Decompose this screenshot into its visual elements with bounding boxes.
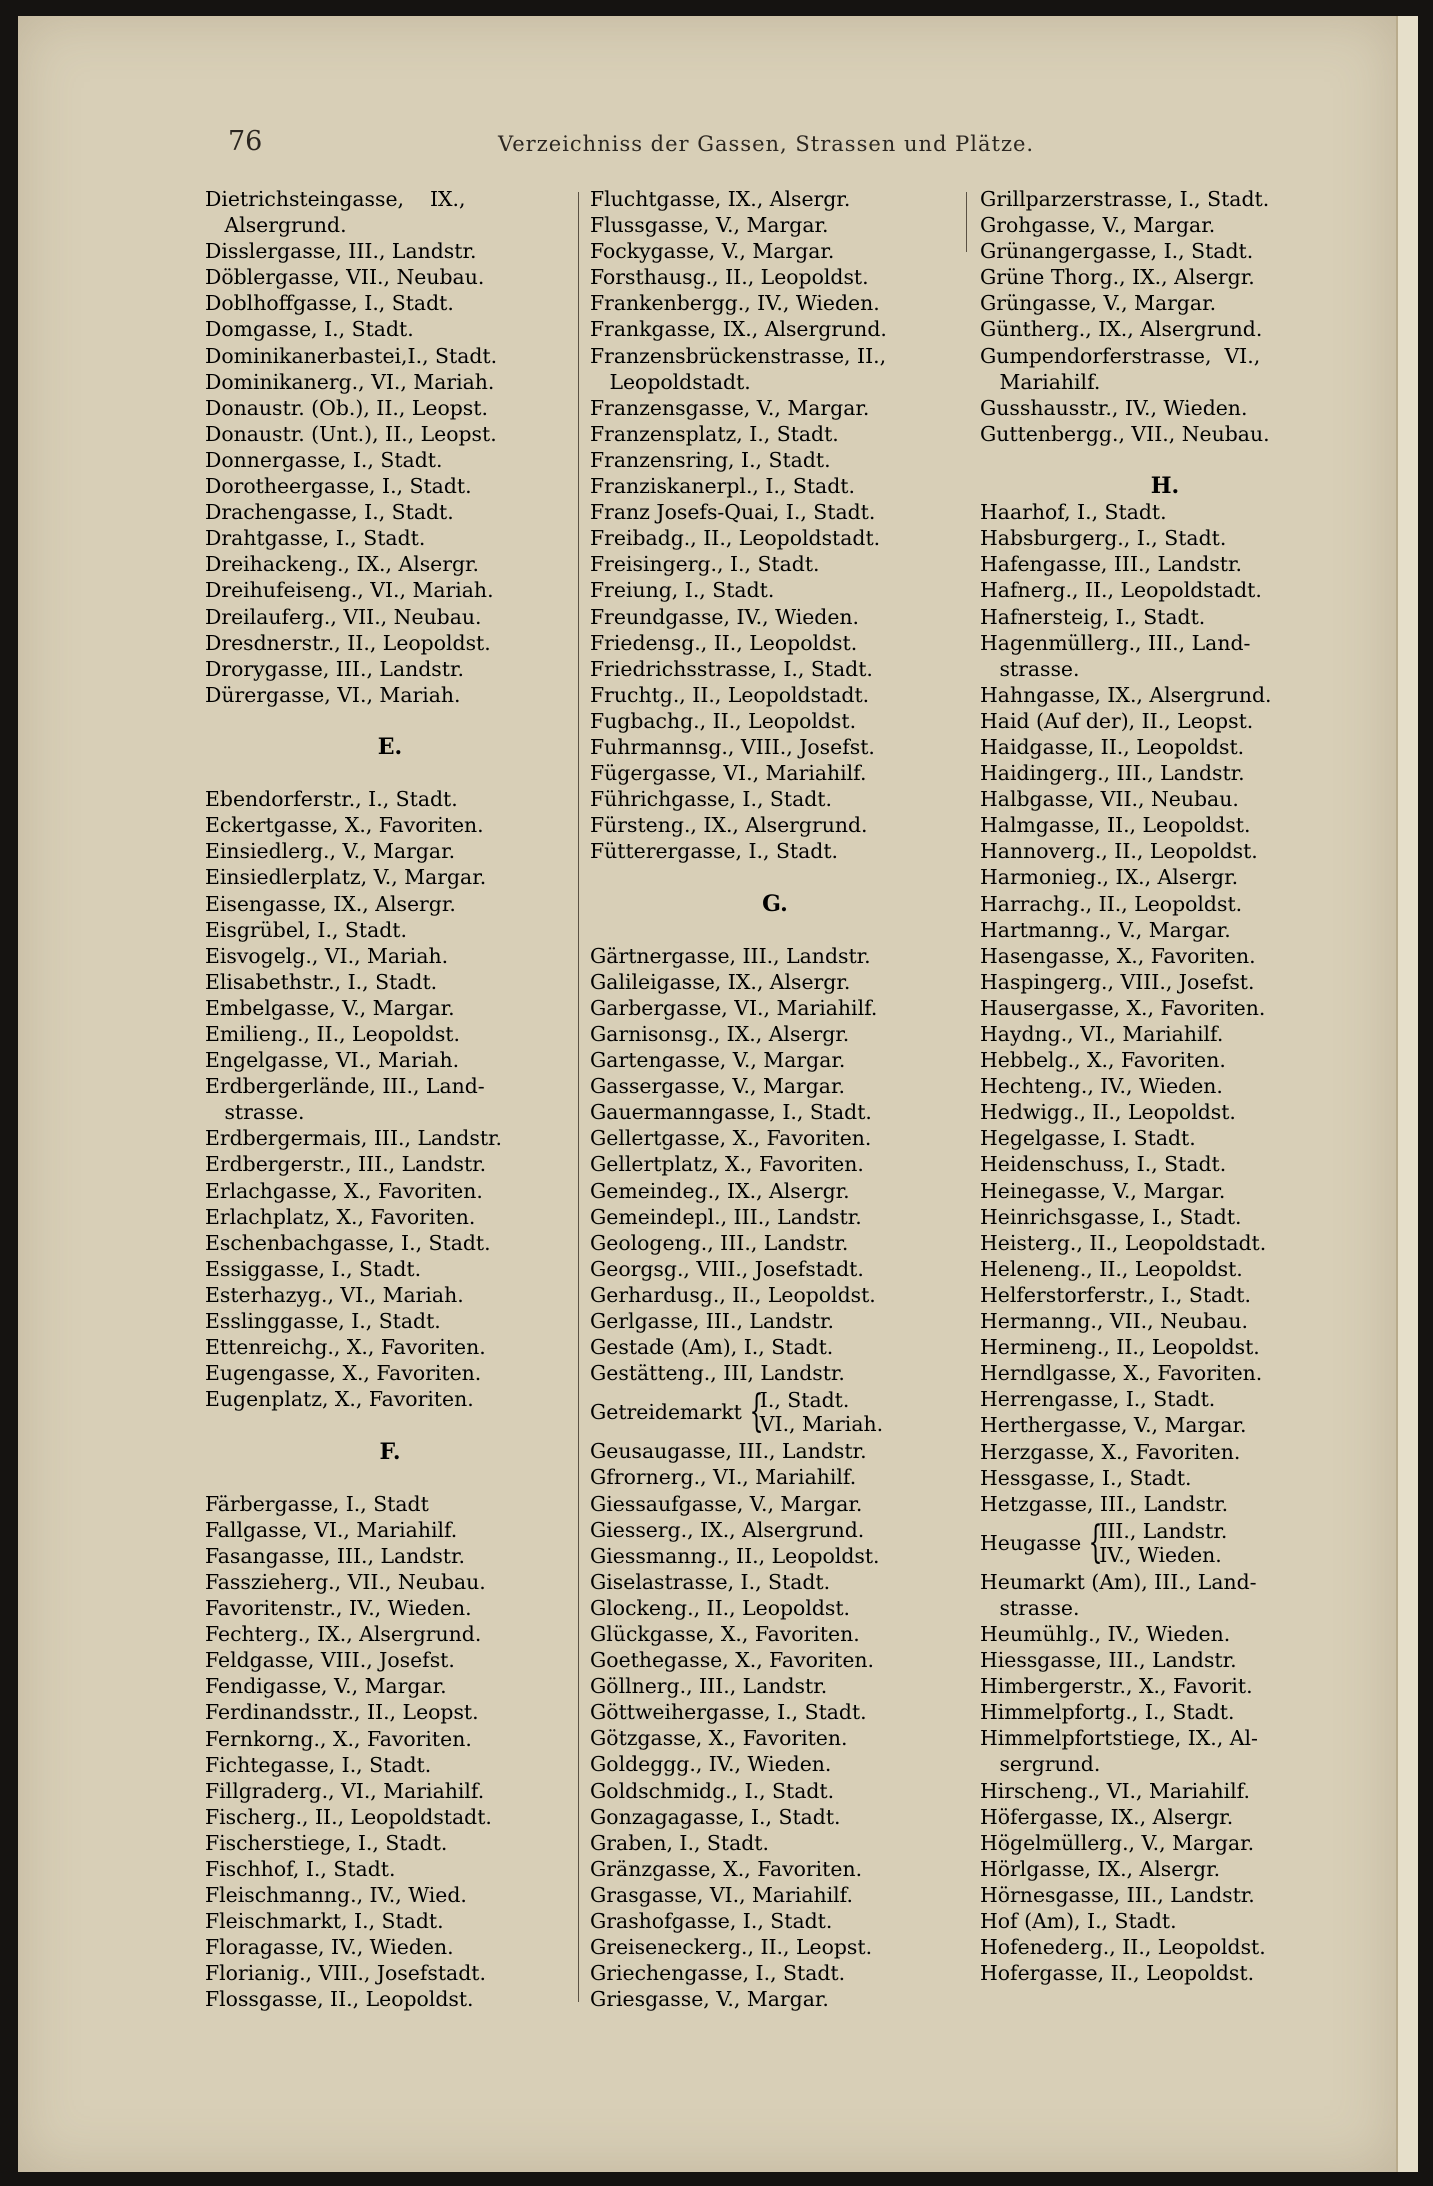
street-entry: Grüne Thorg., IX., Alsergr. — [980, 265, 1255, 290]
street-entry: Höfergasse, IX., Alsergr. — [980, 1804, 1234, 1829]
street-entry: Hasengasse, X., Favoriten. — [980, 943, 1256, 968]
street-entry: Goethegasse, X., Favoriten. — [590, 1648, 875, 1673]
street-entry: Dürergasse, VI., Mariah. — [205, 682, 461, 707]
street-entry: Grasgasse, VI., Mariahilf. — [590, 1882, 853, 1907]
street-entry: Dreihufeiseng., VI., Mariah. — [205, 578, 494, 603]
street-entry: Führichgasse, I., Stadt. — [590, 787, 832, 812]
street-entry: Freisingerg., I., Stadt. — [590, 552, 820, 577]
street-entry: Dominikanerg., VI., Mariah. — [205, 369, 495, 394]
street-entry: Göllnerg., III., Landstr. — [590, 1674, 828, 1699]
street-entry: Fallgasse, VI., Mariahilf. — [205, 1517, 458, 1542]
page-number: 76 — [228, 126, 263, 157]
street-entry: Dreilauferg., VII., Neubau. — [205, 604, 482, 629]
street-entry: Haydng., VI., Mariahilf. — [980, 1022, 1224, 1046]
street-entry: Giselastrasse, I., Stadt. — [590, 1569, 831, 1594]
street-entry: Esterhazyg., VI., Mariah. — [205, 1282, 464, 1307]
street-entry: Fockygasse, V., Margar. — [590, 239, 835, 264]
street-entry: Hafnerg., II., Leopoldstadt. — [980, 578, 1262, 603]
street-entry: Herthergasse, V., Margar. — [980, 1413, 1247, 1438]
street-entry: Fügergasse, VI., Mariahilf. — [590, 761, 867, 786]
street-entry: Gemeindeg., IX., Alsergr. — [590, 1178, 850, 1203]
street-entry: Fürsteng., IX., Alsergrund. — [590, 813, 868, 838]
street-entry: Drachengasse, I., Stadt. — [205, 500, 454, 525]
street-entry: Doblhoffgasse, I., Stadt. — [205, 291, 454, 316]
street-entry: Guttenbergg., VII., Neubau. — [980, 421, 1270, 446]
street-entry: Fugbachg., II., Leopoldst. — [590, 708, 857, 733]
street-entry: Elisabethstr., I., Stadt. — [205, 969, 438, 994]
street-entry: Hechteng., IV., Wieden. — [980, 1074, 1223, 1099]
street-entry: Hannoverg., II., Leopoldst. — [980, 839, 1258, 864]
street-entry: Gemeindepl., III., Landstr. — [590, 1204, 862, 1229]
street-entry: Freibadg., II., Leopoldstadt. — [590, 526, 881, 551]
street-entry: Gfrornerg., VI., Mariahilf. — [590, 1465, 857, 1490]
street-entry: Fillgraderg., VI., Mariahilf. — [205, 1778, 485, 1803]
street-entry: Donnergasse, I., Stadt. — [205, 447, 443, 472]
street-entry: Heumühlg., IV., Wieden. — [980, 1621, 1231, 1646]
street-entry: Heumarkt (Am), III., Land- — [980, 1569, 1257, 1594]
street-entry: Forsthausg., II., Leopoldst. — [590, 265, 869, 290]
street-entry: Gauermanngasse, I., Stadt. — [590, 1100, 872, 1125]
street-entry: Domgasse, I., Stadt. — [205, 317, 414, 342]
street-entry: Eckertgasse, X., Favoriten. — [205, 813, 484, 838]
street-entry: Hofergasse, II., Leopoldst. — [980, 1961, 1255, 1986]
district-list — [1099, 1519, 1227, 1567]
street-entry: Donaustr. (Ob.), II., Leopst. — [205, 395, 488, 420]
street-entry: Goldeggg., IV., Wieden. — [590, 1752, 832, 1777]
street-entry: Grünangergasse, I., Stadt. — [980, 239, 1254, 264]
street-entry: Fernkorng., X., Favoriten. — [205, 1726, 472, 1751]
street-entry: Dietrichsteingasse, IX., — [205, 187, 466, 211]
street-entry: Grillparzerstrasse, I., Stadt. — [980, 187, 1270, 211]
street-entry: Heinrichsgasse, I., Stadt. — [980, 1204, 1242, 1229]
street-name: Heugasse — [980, 1530, 1082, 1555]
street-entry: Grohgasse, V., Margar. — [980, 213, 1216, 238]
street-entry: Hausergasse, X., Favoriten. — [980, 995, 1266, 1020]
street-entry: Ferdinandsstr., II., Leopst. — [205, 1700, 479, 1725]
street-entry: Gumpendorferstrasse, VI., — [980, 343, 1261, 368]
street-entry: Gassergasse, V., Margar. — [590, 1074, 845, 1099]
street-entry: Fischerstiege, I., Stadt. — [205, 1830, 448, 1855]
street-entry: Eisgrübel, I., Stadt. — [205, 917, 407, 942]
street-entry: Eschenbachgasse, I., Stadt. — [205, 1230, 491, 1255]
street-entry: Flussgasse, V., Margar. — [590, 213, 829, 238]
spacer — [205, 708, 575, 734]
street-entry: Frankenbergg., IV., Wieden. — [590, 291, 880, 316]
district: VI., Mariah. — [759, 1412, 884, 1437]
street-entry: Eisvogelg., VI., Mariah. — [205, 943, 449, 968]
street-entry: strasse. — [205, 1100, 305, 1125]
street-entry: Hirscheng., VI., Mariahilf. — [980, 1778, 1250, 1803]
index-column-2 — [590, 186, 960, 2012]
street-entry: Himmelpfortg., I., Stadt. — [980, 1700, 1235, 1725]
street-entry: Floragasse, IV., Wieden. — [205, 1935, 454, 1960]
street-entry: Fischhof, I., Stadt. — [205, 1857, 396, 1881]
street-entry: Hafnersteig, I., Stadt. — [980, 604, 1206, 629]
street-entry: Griechengasse, I., Stadt. — [590, 1961, 846, 1986]
street-entry: Freiung, I., Stadt. — [590, 578, 775, 603]
street-entry: Götzgasse, X., Favoriten. — [590, 1726, 848, 1751]
street-entry: Fischerg., II., Leopoldstadt. — [205, 1804, 492, 1829]
street-entry: Fütterergasse, I., Stadt. — [590, 839, 839, 864]
street-entry: Dominikanerbastei,I., Stadt. — [205, 343, 498, 368]
street-entry: Erlachplatz, X., Favoriten. — [205, 1204, 476, 1229]
street-entry: Gartengasse, V., Margar. — [590, 1048, 846, 1073]
street-entry: Franz Josefs-Quai, I., Stadt. — [590, 500, 876, 525]
street-entry: Franzensgasse, V., Margar. — [590, 395, 870, 420]
street-entry: Hermineng., II., Leopoldst. — [980, 1335, 1260, 1360]
street-entry: Gonzagagasse, I., Stadt. — [590, 1804, 841, 1829]
district: IV., Wieden. — [1099, 1542, 1222, 1567]
street-entry: Hafengasse, III., Landstr. — [980, 552, 1242, 577]
street-entry: Fleischmanng., IV., Wied. — [205, 1883, 467, 1908]
street-entry: Donaustr. (Unt.), II., Leopst. — [205, 421, 497, 446]
street-entry: Erdbergerlände, III., Land- — [205, 1074, 485, 1099]
street-entry: Garbergasse, VI., Mariahilf. — [590, 995, 878, 1020]
street-entry: Frankgasse, IX., Alsergrund. — [590, 317, 887, 342]
street-entry: Drahtgasse, I., Stadt. — [205, 526, 426, 551]
street-entry-multi — [980, 1517, 1350, 1569]
street-entry: Haarhof, I., Stadt. — [980, 500, 1167, 525]
street-entry: Gestätteng., III, Landstr. — [590, 1361, 845, 1386]
street-entry: Heleneng., II., Leopoldst. — [980, 1256, 1243, 1281]
street-entry: Hörnesgasse, III., Landstr. — [980, 1882, 1255, 1907]
street-entry: Alsergrund. — [205, 213, 347, 238]
street-entry: Favoritenstr., IV., Wieden. — [205, 1596, 472, 1621]
street-entry: Flossgasse, II., Leopoldst. — [205, 1987, 474, 2012]
street-entry: Friedrichsstrasse, I., Stadt. — [590, 656, 873, 681]
street-entry: Gränzgasse, X., Favoriten. — [590, 1856, 863, 1881]
street-entry: Mariahilf. — [980, 369, 1101, 394]
street-entry: Franzensbrückenstrasse, II., — [590, 343, 887, 368]
street-entry: Fruchtg., II., Leopoldstadt. — [590, 682, 870, 707]
street-entry: Gellertplatz, X., Favoriten. — [590, 1152, 864, 1177]
street-entry: Fichtegasse, I., Stadt. — [205, 1752, 432, 1777]
street-entry: Ebendorferstr., I., Stadt. — [205, 787, 458, 812]
street-name: Getreidemarkt — [590, 1400, 742, 1425]
running-title: Verzeichniss der Gassen, Strassen und Plätze. — [498, 132, 1035, 156]
street-entry: Harmonieg., IX., Alsergr. — [980, 865, 1239, 890]
street-entry: Fechterg., IX., Alsergrund. — [205, 1622, 482, 1647]
street-entry: Geologeng., III., Landstr. — [590, 1230, 849, 1255]
street-entry: Fuhrmannsg., VIII., Josefst. — [590, 734, 875, 759]
street-entry: Ettenreichg., X., Favoriten. — [205, 1335, 486, 1360]
street-entry: Fluchtgasse, IX., Alsergr. — [590, 187, 851, 211]
street-entry: Himbergerstr., X., Favorit. — [980, 1674, 1253, 1699]
spacer — [205, 1465, 575, 1491]
street-entry: Herrengasse, I., Stadt. — [980, 1387, 1216, 1412]
street-entry: Freundgasse, IV., Wieden. — [590, 604, 860, 629]
column-divider — [578, 192, 579, 2002]
street-entry: Hegelgasse, I. Stadt. — [980, 1126, 1196, 1151]
street-entry: Habsburgerg., I., Stadt. — [980, 526, 1227, 551]
street-entry: Heidenschuss, I., Stadt. — [980, 1152, 1227, 1177]
street-entry: Gestade (Am), I., Stadt. — [590, 1335, 834, 1360]
street-entry: Erlachgasse, X., Favoriten. — [205, 1178, 483, 1203]
street-entry: Embelgasse, V., Margar. — [205, 995, 455, 1020]
street-entry: Hofenederg., II., Leopoldst. — [980, 1935, 1266, 1960]
street-entry: Florianig., VIII., Josefstadt. — [205, 1961, 486, 1986]
district: III., Landstr. — [1099, 1518, 1228, 1543]
street-entry: Hörlgasse, IX., Alsergr. — [980, 1856, 1221, 1881]
section-letter: F. — [379, 1438, 401, 1465]
street-entry: Greiseneckerg., II., Leopst. — [590, 1935, 873, 1960]
street-entry: Leopoldstadt. — [590, 369, 751, 394]
brace-glyph: { — [1088, 1516, 1103, 1568]
brace-glyph: { — [749, 1386, 764, 1438]
street-entry: Fasszieherg., VII., Neubau. — [205, 1569, 486, 1594]
spacer — [205, 760, 575, 786]
street-entry: Griesgasse, V., Margar. — [590, 1987, 829, 2012]
street-entry: Hermanng., VII., Neubau. — [980, 1309, 1248, 1334]
street-entry: Eisengasse, IX., Alsergr. — [205, 891, 456, 916]
spacer — [980, 447, 1350, 473]
street-entry: Essiggasse, I., Stadt. — [205, 1256, 422, 1281]
column-divider — [966, 192, 967, 252]
street-entry: Güntherg., IX., Alsergrund. — [980, 317, 1263, 342]
street-entry: Hartmanng., V., Margar. — [980, 917, 1231, 942]
index-column-1 — [205, 186, 575, 2013]
district: I., Stadt. — [759, 1388, 850, 1413]
street-entry: Erdbergermais, III., Landstr. — [205, 1126, 502, 1151]
street-entry: Friedensg., II., Leopoldst. — [590, 630, 858, 655]
section-letter: E. — [377, 733, 403, 760]
spacer — [205, 1412, 575, 1438]
street-entry: Dreihackeng., IX., Alsergr. — [205, 552, 480, 577]
street-entry: Eugengasse, X., Favoriten. — [205, 1361, 482, 1386]
street-entry: Göttweihergasse, I., Stadt. — [590, 1700, 867, 1725]
street-entry: Grashofgasse, I., Stadt. — [590, 1909, 833, 1933]
street-entry: Haid (Auf der), II., Leopst. — [980, 708, 1254, 733]
street-entry: strasse. — [980, 1595, 1080, 1620]
street-entry: Helferstorferstr., I., Stadt. — [980, 1282, 1251, 1307]
street-entry: Emilieng., II., Leopoldst. — [205, 1022, 460, 1046]
street-entry: Garnisonsg., IX., Alsergr. — [590, 1022, 850, 1046]
street-entry: Gerhardusg., II., Leopoldst. — [590, 1282, 876, 1307]
street-entry: Geusaugasse, III., Landstr. — [590, 1439, 867, 1464]
street-entry: Heinegasse, V., Margar. — [980, 1178, 1226, 1203]
street-entry: Fleischmarkt, I., Stadt. — [205, 1909, 444, 1934]
page-edge — [1396, 16, 1418, 2172]
street-entry: Hagenmüllerg., III., Land- — [980, 630, 1251, 655]
street-entry: Fasangasse, III., Landstr. — [205, 1543, 465, 1568]
street-entry: Fendigasse, V., Margar. — [205, 1674, 447, 1699]
street-entry: Hetzgasse, III., Landstr. — [980, 1491, 1229, 1516]
street-entry: Haidgasse, II., Leopoldst. — [980, 734, 1245, 759]
street-entry: Giessaufgasse, V., Margar. — [590, 1491, 863, 1516]
section-letter: H. — [1150, 473, 1180, 500]
street-entry: Erdbergerstr., III., Landstr. — [205, 1152, 487, 1177]
street-entry: Franzensring, I., Stadt. — [590, 447, 831, 472]
street-entry: Feldgasse, VIII., Josefst. — [205, 1648, 455, 1673]
street-entry: Einsiedlerg., V., Margar. — [205, 839, 456, 864]
street-entry: Herndlgasse, X., Favoriten. — [980, 1361, 1263, 1386]
street-entry: Grüngasse, V., Margar. — [980, 291, 1217, 316]
street-entry: Hebbelg., X., Favoriten. — [980, 1048, 1226, 1073]
street-entry: Högelmüllerg., V., Margar. — [980, 1830, 1255, 1855]
street-entry: Graben, I., Stadt. — [590, 1830, 769, 1855]
street-entry: Goldschmidg., I., Stadt. — [590, 1778, 835, 1803]
street-entry: Georgsg., VIII., Josefstadt. — [590, 1256, 864, 1281]
street-entry: sergrund. — [980, 1752, 1101, 1777]
street-entry: Giessmanng., II., Leopoldst. — [590, 1543, 880, 1568]
index-column-3 — [980, 186, 1350, 1986]
street-entry: Gerlgasse, III., Landstr. — [590, 1309, 834, 1334]
street-entry: Dresdnerstr., II., Leopoldst. — [205, 630, 491, 655]
street-entry: Halbgasse, VII., Neubau. — [980, 787, 1239, 812]
street-entry: Heisterg., II., Leopoldstadt. — [980, 1230, 1267, 1255]
street-entry: Herzgasse, X., Favoriten. — [980, 1439, 1241, 1464]
street-entry: Franziskanerpl., I., Stadt. — [590, 474, 855, 499]
street-entry: Hof (Am), I., Stadt. — [980, 1909, 1177, 1933]
street-entry: Haidingerg., III., Landstr. — [980, 761, 1245, 786]
street-entry: Gellertgasse, X., Favoriten. — [590, 1126, 872, 1151]
spacer — [590, 864, 960, 890]
street-entry: Disslergasse, III., Landstr. — [205, 239, 477, 264]
street-entry: Himmelpfortstiege, IX., Al- — [980, 1726, 1258, 1751]
street-entry: Haspingerg., VIII., Josefst. — [980, 969, 1255, 994]
street-entry: Färbergasse, I., Stadt — [205, 1491, 429, 1516]
street-entry: Glockeng., II., Leopoldst. — [590, 1595, 851, 1620]
street-entry: Gärtnergasse, III., Landstr. — [590, 943, 871, 968]
street-entry: Engelgasse, VI., Mariah. — [205, 1048, 460, 1073]
street-entry: Hessgasse, I., Stadt. — [980, 1465, 1192, 1490]
street-entry: Halmgasse, II., Leopoldst. — [980, 813, 1251, 838]
street-entry: Dorotheergasse, I., Stadt. — [205, 474, 472, 499]
section-letter: G. — [762, 890, 788, 917]
street-entry: strasse. — [980, 656, 1080, 681]
street-entry: Hiessgasse, III., Landstr. — [980, 1648, 1237, 1673]
street-entry: Franzensplatz, I., Stadt. — [590, 421, 839, 446]
street-entry: Glückgasse, X., Favoriten. — [590, 1621, 860, 1646]
spacer — [590, 917, 960, 943]
street-entry: Eugenplatz, X., Favoriten. — [205, 1387, 474, 1412]
street-entry: Giesserg., IX., Alsergrund. — [590, 1517, 865, 1542]
street-entry: Döblergasse, VII., Neubau. — [205, 265, 485, 290]
street-entry: Esslinggasse, I., Stadt. — [205, 1309, 441, 1334]
street-entry: Gusshausstr., IV., Wieden. — [980, 395, 1248, 420]
street-entry: Drorygasse, III., Landstr. — [205, 656, 464, 681]
street-entry-multi — [590, 1386, 960, 1438]
street-entry: Harrachg., II., Leopoldst. — [980, 891, 1243, 916]
street-entry: Galileigasse, IX., Alsergr. — [590, 969, 851, 994]
page-header — [208, 126, 1328, 166]
street-entry: Hedwigg., II., Leopoldst. — [980, 1100, 1236, 1125]
street-entry: Einsiedlerplatz, V., Margar. — [205, 865, 487, 890]
district-list — [760, 1388, 883, 1436]
street-entry: Hahngasse, IX., Alsergrund. — [980, 682, 1272, 707]
